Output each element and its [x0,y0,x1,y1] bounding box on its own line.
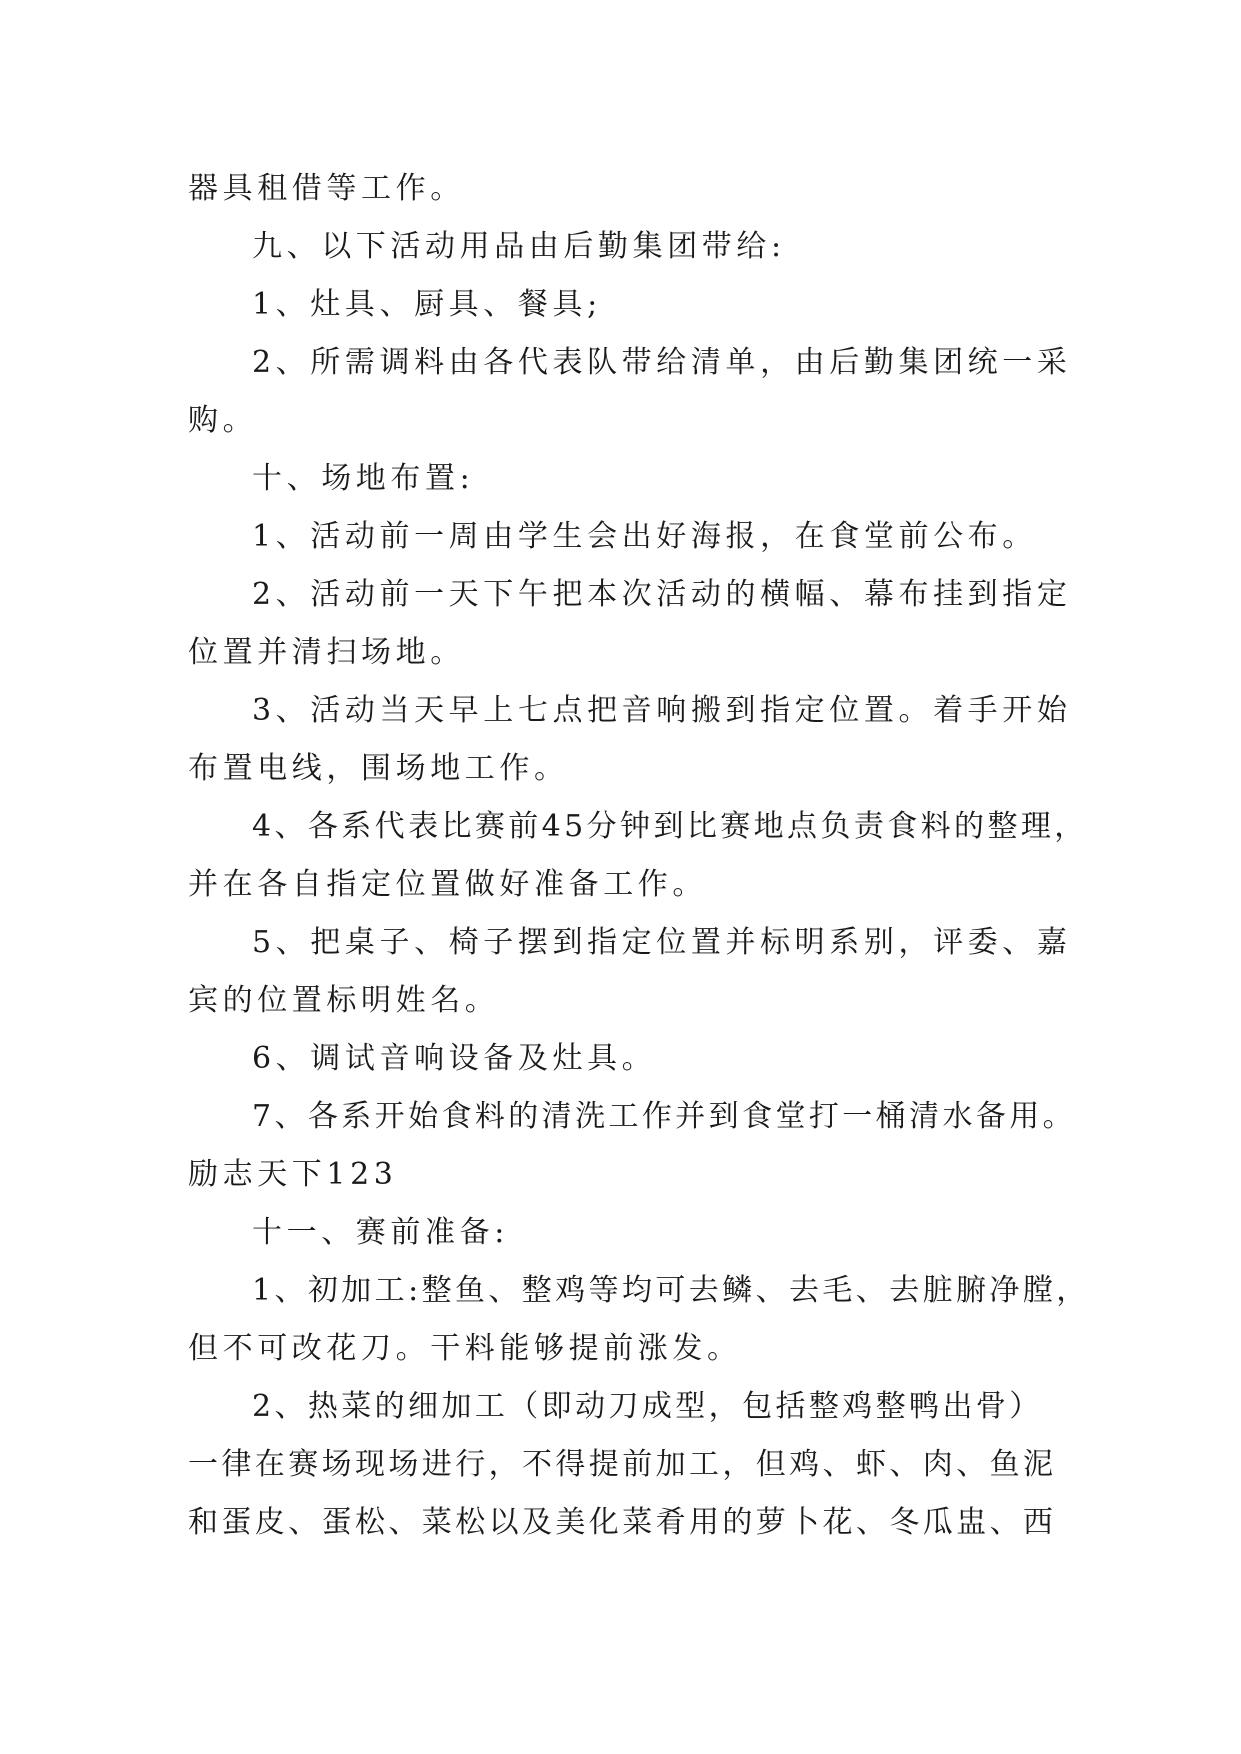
list-item: 1、初加工:整鱼、整鸡等均可去鳞、去毛、去脏腑净膛， [252,1273,1090,1308]
list-item-continuation: 宾的位置标明姓名。 [188,983,500,1018]
list-item: 1、灶具、厨具、餐具; [252,287,602,322]
list-item: 7、各系开始食料的清洗工作并到食堂打一桶清水备用。 [252,1099,1077,1134]
list-item: 1、活动前一周由学生会出好海报，在食堂前公布。 [252,519,1037,554]
list-item: 6、调试音响设备及灶具。 [252,1041,657,1076]
list-item: 3、活动当天早上七点把音响搬到指定位置。着手开始 [252,693,1072,728]
list-item-continuation: 购。 [188,403,258,438]
list-item: 5、把桌子、椅子摆到指定位置并标明系别，评委、嘉 [252,925,1072,960]
section-heading-10: 十、场地布置: [252,461,475,496]
list-item-continuation: 并在各自指定位置做好准备工作。 [188,867,707,902]
list-item-continuation: 但不可改花刀。干料能够提前涨发。 [188,1331,742,1366]
paragraph-continuation: 器具租借等工作。 [188,171,465,206]
list-item-continuation: 和蛋皮、蛋松、菜松以及美化菜肴用的萝卜花、冬瓜盅、西 [188,1505,1057,1540]
document-body [188,160,1090,1552]
list-item-continuation: 一律在赛场现场进行，不得提前加工，但鸡、虾、肉、鱼泥 [188,1447,1057,1482]
list-item: 2、活动前一天下午把本次活动的横幅、幕布挂到指定 [252,577,1072,612]
list-item-continuation: 位置并清扫场地。 [188,635,465,670]
list-item-continuation: 励志天下123 [188,1157,398,1192]
section-heading-9: 九、以下活动用品由后勤集团带给: [252,229,786,264]
list-item: 4、各系代表比赛前45分钟到比赛地点负责食料的整理， [252,809,1088,844]
section-heading-11: 十一、赛前准备: [252,1215,509,1250]
list-item: 2、热菜的细加工（即动刀成型，包括整鸡整鸭出骨） [252,1389,1043,1424]
list-item: 2、所需调料由各代表队带给清单，由后勤集团统一采 [252,345,1072,380]
list-item-continuation: 布置电线，围场地工作。 [188,751,569,786]
